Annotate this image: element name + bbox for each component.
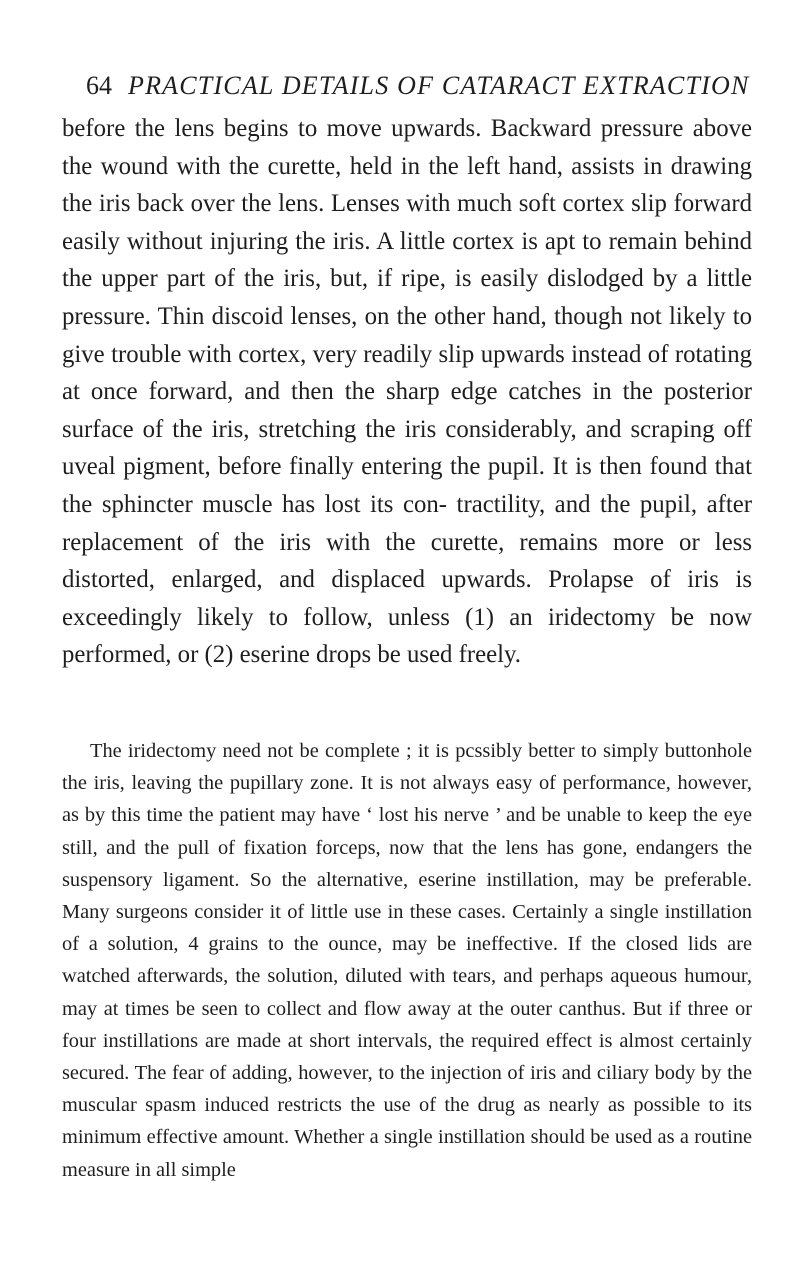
running-head xyxy=(86,70,750,102)
running-title: PRACTICAL DETAILS OF CATARACT EXTRACTION xyxy=(128,71,750,100)
small-print-note: The iridectomy need not be complete ; it is pcssibly better to simply buttonhole the iris, leaving the pupillary zone. It is not always easy of performance, however, as by this time the patient may have ‘ lost his nerve ’ and be unable to keep the eye still, and the pull of fixation forceps, now that the lens has gone, endangers the suspensory ligament. So the alternative, eserine instillation, may be preferable. Many surgeons consider it of little use in these cases. Certainly a single instillation of a solution, 4 grains to the ounce, may be ineffective. If the closed lids are watched afterwards, the solution, diluted with tears, and perhaps aqueous humour, may at times be seen to collect and flow away at the outer canthus. But if three or four instillations are made at short intervals, the required effect is almost certainly secured. The fear of adding, however, to the injection of iris and ciliary body by the muscular spasm induced restricts the use of the drug as nearly as possible to its minimum effective amount. Whether a single instillation should be used as a routine measure in all simple xyxy=(62,740,752,1181)
page-number: 64 xyxy=(86,71,112,100)
main-paragraph: before the lens begins to move upwards. Backward pressure above the wound with the curette, held in the left hand, assists in drawing the iris back over the lens. Lenses with much soft cortex slip forward easily without injuring the iris. A little cortex is apt to remain behind the upper part of the iris, but, if ripe, is easily dislodged by a little pressure. Thin discoid lenses, on the other hand, though not likely to give trouble with cortex, very readily slip upwards instead of rotating at once forward, and then the sharp edge catches in the posterior surface of the iris, stretching the iris considerably, and scraping off uveal pigment, before finally entering the pupil. It is then found that the sphincter muscle has lost its con- tractility, and the pupil, after replacement of the iris with the curette, remains more or less distorted, enlarged, and displaced upwards. Prolapse of iris is exceedingly likely to follow, unless (1) an iridectomy be now performed, or (2) eserine drops be used freely. xyxy=(62,115,752,669)
